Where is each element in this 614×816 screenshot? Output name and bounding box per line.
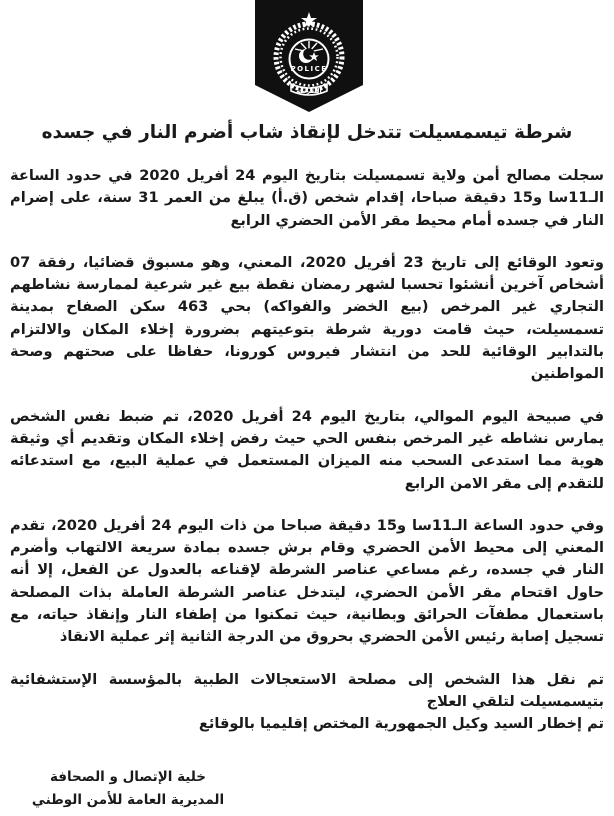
- paragraph-next-morning: في صبيحة اليوم الموالي، بتاريخ اليوم 24 أفريل 2020، تم ضبط نفس الشخص يمارس نشاطه غير المرخص بنفس الحي حيث رفض إخلاء المكان وتقديم أي وثيقة هوية مما استدعى السحب منه الميزان المستعمل في عملية البيع، مع استدعائه للتقدم إلى مقر الامن الرابع: [10, 407, 605, 492]
- signature-directorate: المديرية العامة للأمن الوطني: [31, 792, 225, 808]
- paragraph-prosecutor: تم إخطار السيد وكيل الجمهورية المختص إقليميا بالوقائع: [198, 715, 604, 733]
- paragraph-incident: سجلت مصالح أمن ولاية تسمسيلت بتاريخ اليوم 24 أفريل 2020 في حدود الساعة الـ11سا و15 دقيقة صباحا، إقدام شخص (ق.أ) يبلغ من العمر 31 سنة، على إضرام النار في جسده أمام محيط مقر الأمن الحضري الرابع: [10, 167, 604, 229]
- police-arabic-label: الشرطة: [296, 87, 322, 95]
- signature-unit: خلية الإتصال و الصحافة: [49, 769, 207, 785]
- police-badge-icon: [255, 0, 363, 114]
- paragraph-rescue: وفي حدود الساعة الـ11سا و15 دقيقة صباحا من ذات اليوم 24 أفريل 2020، تقدم المعني إلى محيط الأمن الحضري وقام برش جسده بمادة سريعة الالتهاب وأضرم النار في جسده، رغم مساعي عناصر الشرطة لإقناعه بالعدول عن الفعل، إلا أنه حاول اقتحام مقر الأمن الحضري، ليتدخل عناصر الشرطة العاملة بذات المصلحة باستعمال مطفآت الحرائق وبطانية، حيث تمكنوا من إطفاء النار وإنقاذ حياته، مع تسجيل إصابة رئيس الأمن الحضري بحروق من الدرجة الثانية إثر عملية الانقاذ: [10, 516, 604, 646]
- paragraph-background: وتعود الوقائع إلى تاريخ 23 أفريل 2020، المعني، وهو مسبوق قضائيا، رفقة 07 أشخاص آخرين أنشئوا تحسبا لشهر رمضان نقطة بيع غير شرعية لممارسة نشاطهم التجاري غير المرخص (بيع الخضر والفواكه) بحي 463 سكن الصفاح بمدينة تسمسيلت، حيث قامت دورية شرطة بتوعيتهم بضرورة إخلاء المكان والالتزام بالتدابير الوقائية للحد من انتشار فيروس كورونا، حفاظا على صحتهم وصحة المواطنين: [10, 253, 604, 383]
- paragraph-hospital: تم نقل هذا الشخص إلى مصلحة الاستعجالات الطبية بالمؤسسة الإستشفائية بتيسمسيلت لتلقي العلاج: [10, 670, 604, 710]
- page-title: شرطة تيسمسيلت تتدخل لإنقاذ شاب أضرم النار في جسده: [41, 122, 573, 143]
- signature-block: [20, 766, 236, 812]
- header-banner: [255, 0, 363, 114]
- article-body: [10, 165, 604, 736]
- police-label: POLICE: [290, 65, 328, 73]
